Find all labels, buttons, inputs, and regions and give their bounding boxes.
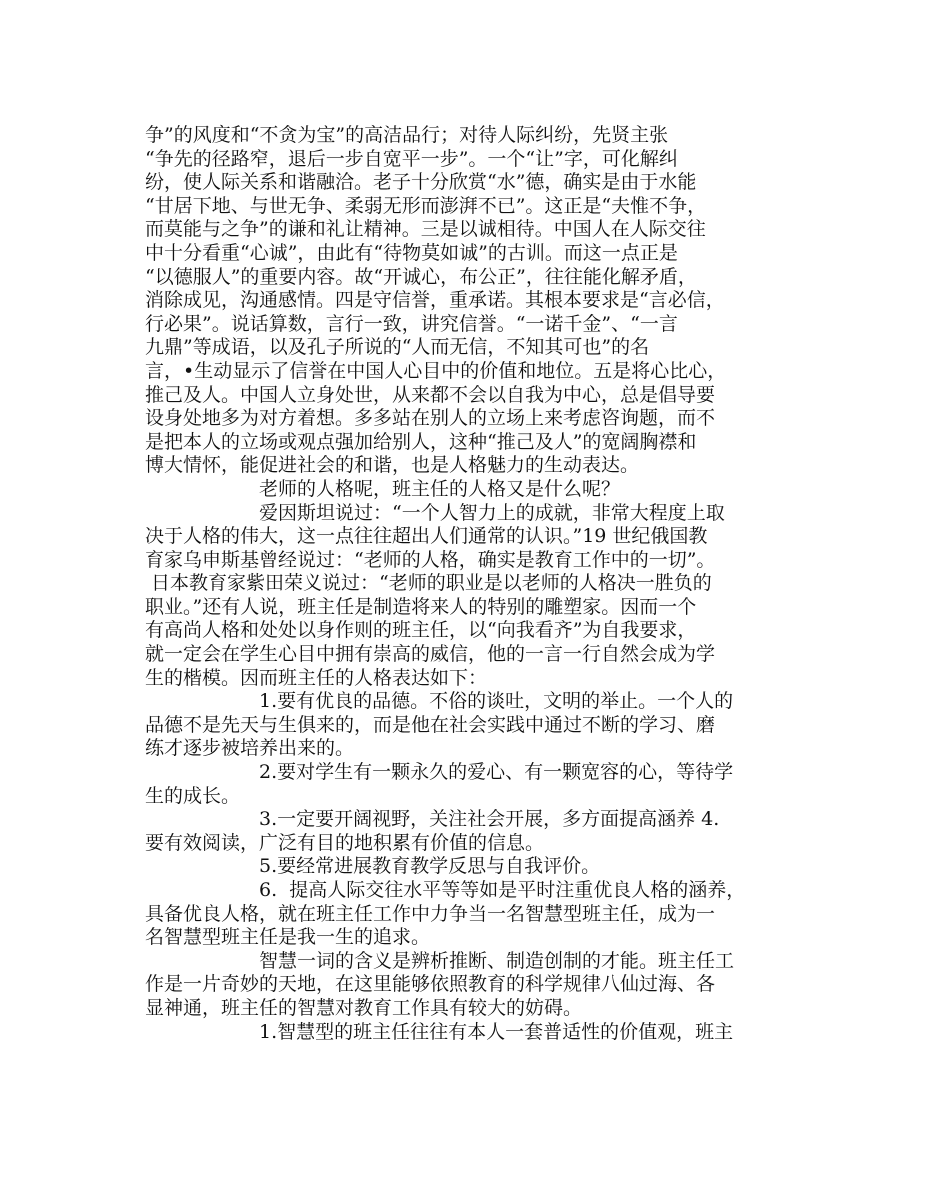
- text-line: 2.要对学生有一颗永久的爱心、有一颗宽容的心，等待学: [259, 761, 734, 784]
- text-line: 具备优良人格，就在班主任工作中力争当一名智慧型班主任，成为一: [145, 902, 716, 925]
- text-line: 职业。”还有人说，班主任是制造将来人的特别的雕塑家。因而一个: [145, 595, 697, 618]
- text-line: 就一定会在学生心目中拥有崇高的威信，他的一言一行自然会成为学: [145, 643, 716, 666]
- text-line: 决于人格的伟大，这一点往往超出人们通常的认识。”19 世纪俄国教: [145, 525, 708, 548]
- text-line: 品德不是先天与生俱来的，而是他在社会实践中通过不断的学习、磨: [145, 713, 716, 736]
- text-line: 爱因斯坦说过：“一个人智力上的成就，非常大程度上取: [259, 501, 725, 524]
- text-line: 而莫能与之争”的谦和礼让精神。三是以诚相待。中国人在人际交往: [145, 218, 706, 241]
- text-line: 推己及人。中国人立身处世，从来都不会以自我为中心，总是倡导要: [145, 383, 716, 406]
- text-line: 要有效阅读，广泛有目的地积累有价值的信息。: [145, 831, 545, 854]
- text-line: 练才逐步被培养出来的。: [145, 737, 355, 760]
- document-body-text: [145, 124, 835, 1044]
- text-line: 是把本人的立场或观点强加给别人，这种“推己及人”的宽阔胸襟和: [145, 430, 697, 453]
- text-line: 中十分看重“心诚”，由此有“待物莫如诚”的古训。而这一点正是: [145, 241, 678, 264]
- text-line: 老师的人格呢，班主任的人格又是什么呢？: [259, 477, 621, 500]
- text-line: 显神通，班主任的智慧对教育工作具有较大的妨碍。: [145, 996, 583, 1019]
- text-line: “甘居下地、与世无争、柔弱无形而澎湃不已”。这正是“夫惟不争，: [145, 194, 707, 217]
- text-line: 博大情怀，能促进社会的和谐，也是人格魅力的生动表达。: [145, 454, 640, 477]
- text-line: “以德服人”的重要内容。故“开诚心，布公正”，往往能化解矛盾，: [145, 265, 697, 288]
- text-line: 智慧一词的含义是辨析推断、制造创制的才能。班主任工: [259, 949, 735, 972]
- text-line: 纷，使人际关系和谐融洽。老子十分欣赏“水”德，确实是由于水能: [145, 171, 697, 194]
- text-line: 育家乌申斯基曾经说过：“老师的人格，确实是教育工作中的一切”。: [145, 548, 716, 571]
- text-line: 名智慧型班主任是我一生的追求。: [145, 926, 431, 949]
- text-line: “争先的径路窄，退后一步自宽平一步”。一个“让”字，可化解纠: [145, 147, 678, 170]
- text-line: 争”的风度和“不贪为宝”的高洁品行；对待人际纠纷，先贤主张: [145, 124, 669, 146]
- text-line: 行必果”。说话算数，言行一致，讲究信誉。“一诺千金”、“一言: [145, 312, 678, 335]
- text-line: 生的楷模。因而班主任的人格表达如下：: [145, 666, 488, 689]
- text-line: 言，•生动显示了信誉在中国人心目中的价值和地位。五是将心比心，: [145, 359, 727, 382]
- text-line: 生的成长。: [145, 784, 241, 807]
- text-line: 5.要经常进展教育教学反思与自我评价。: [259, 855, 601, 878]
- text-line: 6. 提高人际交往水平等等如是平时注重优良人格的涵养，: [259, 879, 746, 901]
- text-line: 1.要有优良的品德。不俗的谈吐，文明的举止。一个人的: [259, 690, 734, 713]
- text-line: 作是一片奇妙的天地，在这里能够依照教育的科学规律八仙过海、各: [145, 973, 716, 996]
- text-line: 九鼎”等成语，以及孔子所说的“人而无信，不知其可也”的名: [145, 336, 650, 359]
- text-line: 日本教育家紫田荣义说过：“老师的职业是以老师的人格决一胜负的: [145, 572, 712, 595]
- text-line: 消除成见，沟通感情。四是守信誉，重承诺。其根本要求是“言必信，: [145, 289, 725, 312]
- text-line: 1.智慧型的班主任往往有本人一套普适性的价值观，班主: [259, 1020, 734, 1043]
- text-line: 有高尚人格和处处以身作则的班主任，以“向我看齐”为自我要求，: [145, 619, 697, 642]
- text-line: 设身处地多为对方着想。多多站在别人的立场上来考虑咨询题，而不: [145, 407, 716, 430]
- text-line: 3.一定要开阔视野，关注社会开展，多方面提高涵养 4.: [259, 808, 720, 831]
